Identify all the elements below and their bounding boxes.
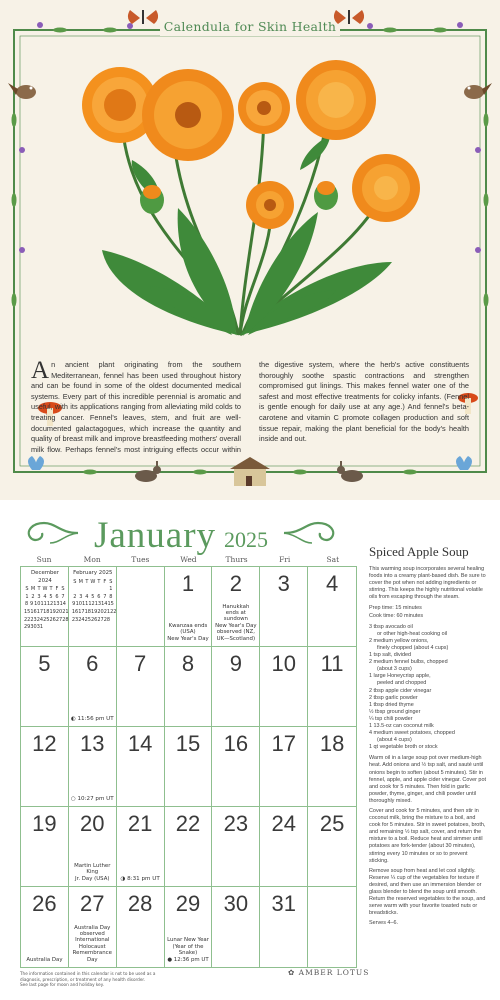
mini-calendar-week bbox=[71, 608, 117, 617]
ingredient-line: 4 medium sweet potatoes, chopped bbox=[369, 730, 455, 737]
mini-day: 27 bbox=[55, 616, 63, 623]
day-number: 30 bbox=[223, 891, 249, 916]
intro-text bbox=[31, 357, 469, 455]
mini-day: 10 bbox=[34, 601, 41, 608]
day-number: 10 bbox=[271, 651, 296, 676]
mini-weekday: T bbox=[97, 578, 101, 585]
day-number: 3 bbox=[277, 571, 290, 596]
weekday-name: Wed bbox=[180, 555, 197, 564]
day-cell-3 bbox=[260, 567, 308, 647]
mini-calendar-header bbox=[24, 586, 66, 594]
day-number: 15 bbox=[175, 731, 201, 756]
recipe-cook-time: Cook time: 60 minutes bbox=[369, 612, 424, 619]
mini-day: 10 bbox=[75, 601, 82, 608]
day-number: 7 bbox=[134, 651, 147, 676]
holiday-note: Kwanzaa ends (USA) New Year's Day bbox=[167, 622, 209, 642]
mini-day: 15 bbox=[107, 601, 114, 608]
ingredient-line: 2 medium yellow onions, bbox=[369, 637, 429, 644]
publisher-name: AMBER LOTUS bbox=[298, 968, 370, 977]
recipe-steps bbox=[369, 755, 487, 927]
mini-day: 24 bbox=[78, 616, 85, 623]
mini-weekday: T bbox=[37, 586, 41, 593]
day-cell-10 bbox=[260, 647, 308, 727]
mini-weekday: M bbox=[30, 586, 36, 593]
mini-day: 26 bbox=[49, 616, 56, 623]
mini-day: 5 bbox=[49, 593, 53, 600]
moon-phase: ◐ 11:56 pm UT bbox=[70, 716, 114, 722]
cottage-icon bbox=[230, 457, 270, 486]
ingredient-line: (about 3 cups) bbox=[377, 666, 412, 673]
mini-day: 19 bbox=[90, 608, 98, 615]
mini-day: 17 bbox=[78, 608, 85, 615]
day-number: 16 bbox=[223, 731, 249, 756]
mini-calendar-header bbox=[72, 579, 114, 587]
mini-day: 8 bbox=[24, 601, 29, 608]
day-number: 5 bbox=[38, 651, 51, 676]
mini-weekday: T bbox=[85, 578, 89, 585]
recipe-step: Cover and cook for 5 minutes, and then stir in coconut milk, bring the mixture to a boil, and cook for 5 minutes. Stir in sweet potatoes, broth, and remaining ½ tsp salt, cover, and return the mixture to a boil. Reduce heat and simmer until potatoes are fork-tender (about 30 minutes), stirring every 10 minutes or so to prevent sticking. bbox=[369, 808, 486, 864]
mini-day: 21 bbox=[103, 608, 111, 615]
holiday-note: Australia Day observed International Holocaust Remembrance Day bbox=[72, 924, 112, 963]
calendula-flower-double bbox=[296, 60, 376, 140]
empty-day-cell bbox=[308, 887, 356, 967]
weekday-header bbox=[20, 555, 357, 564]
day-cell-31 bbox=[260, 887, 308, 967]
day-number: 25 bbox=[319, 811, 345, 836]
ingredient-line: ¼ tsp chili powder bbox=[369, 715, 413, 722]
mini-calendar bbox=[24, 570, 69, 632]
mini-day: 21 bbox=[62, 608, 69, 615]
mini-day: 20 bbox=[97, 608, 104, 615]
day-cell-7 bbox=[117, 647, 165, 727]
month-name: January bbox=[93, 515, 217, 556]
day-cell-26 bbox=[21, 887, 69, 967]
mini-weekday: S bbox=[25, 586, 29, 593]
weekday-name: Tues bbox=[131, 555, 150, 564]
weekday-name: Sun bbox=[36, 555, 52, 564]
day-number: 17 bbox=[271, 731, 296, 756]
ingredient-line: 1 large Honeycrisp apple, bbox=[369, 673, 431, 680]
mini-calendar-title: December 2024 bbox=[31, 570, 59, 584]
mini-weekday: S bbox=[73, 578, 77, 585]
day-number: 1 bbox=[181, 571, 195, 596]
drop-cap: A bbox=[31, 357, 50, 384]
mini-calendar-week bbox=[72, 586, 114, 594]
ingredient-line: 2 medium fennel bulbs, chopped bbox=[369, 659, 448, 666]
mini-day: 7 bbox=[103, 593, 107, 600]
mini-weekday: F bbox=[55, 586, 59, 593]
empty-day-cell bbox=[117, 567, 165, 647]
holiday-note: Hanukkah ends at sundown New Year's Day observed (NZ, UK—Scotland) bbox=[215, 603, 257, 642]
mini-weekday: W bbox=[42, 586, 48, 593]
day-cell-19 bbox=[21, 807, 69, 887]
weekday-name: Thurs bbox=[225, 555, 248, 564]
recipe-ingredients bbox=[369, 624, 487, 752]
day-cell-18 bbox=[308, 727, 356, 807]
recipe-step: Warm oil in a large soup pot over medium-high heat. Add onions and ½ tsp salt, and sauté until onions begin to soften (about 5 minutes). Stir in fennel, apple, and apple cider vinegar. Cover pot and cook for 5 minutes. Then fold in garlic powder, thyme, ginger, and chili powder until thoroughly mixed. bbox=[369, 755, 486, 804]
day-cell-11 bbox=[308, 647, 356, 727]
recipe-panel bbox=[369, 544, 487, 931]
mini-day: 24 bbox=[36, 616, 44, 623]
day-cell-30 bbox=[212, 887, 260, 967]
day-number: 27 bbox=[80, 891, 105, 916]
mini-day: 1 bbox=[109, 586, 113, 593]
day-cell-28 bbox=[117, 887, 165, 967]
mini-day: 30 bbox=[30, 624, 37, 631]
day-cell-12 bbox=[21, 727, 69, 807]
holiday-note: Australia Day bbox=[26, 956, 63, 963]
mini-day: 16 bbox=[30, 608, 37, 615]
day-cell-21 bbox=[117, 807, 165, 887]
mini-day: 12 bbox=[88, 601, 95, 608]
day-number: 31 bbox=[271, 891, 296, 916]
day-cell-15 bbox=[165, 727, 213, 807]
mini-day: 7 bbox=[61, 593, 65, 600]
mini-day: 3 bbox=[79, 593, 83, 600]
day-number: 24 bbox=[271, 811, 296, 836]
day-number: 4 bbox=[325, 571, 339, 596]
calendar-grid bbox=[20, 566, 357, 968]
mini-day: 25 bbox=[84, 616, 91, 623]
day-cell-29 bbox=[165, 887, 213, 967]
mini-day: 4 bbox=[43, 593, 47, 600]
ingredient-line: ½ tbsp ground ginger bbox=[369, 708, 421, 715]
footer-disclaimer bbox=[20, 971, 170, 988]
weekday-name: Fri bbox=[279, 555, 291, 564]
disclaimer-text: The information contained in this calendar is not to be used as a diagnosis, prescription, or treatment of any health disorder. bbox=[20, 971, 156, 982]
mini-day: 3 bbox=[37, 593, 41, 600]
mini-day: 23 bbox=[71, 616, 79, 623]
day-cell-27 bbox=[69, 887, 117, 967]
mini-day: 28 bbox=[62, 616, 69, 623]
day-number: 26 bbox=[32, 891, 57, 916]
mini-day: 11 bbox=[81, 601, 89, 608]
mini-day: 22 bbox=[24, 616, 31, 623]
day-cell-1 bbox=[165, 567, 213, 647]
mini-calendar-title: February 2025 bbox=[73, 570, 113, 576]
day-number: 29 bbox=[175, 891, 201, 916]
ingredient-line: 1 tbsp dried thyme bbox=[369, 701, 414, 708]
day-number: 13 bbox=[80, 731, 105, 756]
mini-day: 18 bbox=[43, 608, 50, 615]
day-cell-22 bbox=[165, 807, 213, 887]
weekday-name: Mon bbox=[83, 555, 101, 564]
day-number: 12 bbox=[32, 731, 57, 756]
day-number: 23 bbox=[223, 811, 249, 836]
day-number: 2 bbox=[229, 571, 242, 596]
mini-day: 31 bbox=[36, 624, 44, 631]
moon-phase: ◑ 8:31 pm UT bbox=[120, 876, 160, 882]
holiday-note: Lunar New Year (Year of the Snake) ● 12:36 pm UT bbox=[167, 937, 209, 963]
day-cell-24 bbox=[260, 807, 308, 887]
recipe-title: Spiced Apple Soup bbox=[369, 544, 469, 559]
mini-day bbox=[60, 624, 66, 632]
mini-day: 11 bbox=[40, 601, 47, 608]
day-number: 14 bbox=[127, 731, 153, 756]
mini-weekday: S bbox=[109, 578, 113, 585]
day-number: 21 bbox=[127, 811, 153, 836]
mini-day: 17 bbox=[36, 608, 44, 615]
mini-day: 29 bbox=[24, 624, 31, 631]
mini-calendar-week bbox=[72, 594, 114, 602]
mini-day: 28 bbox=[103, 616, 111, 623]
mini-weekday: F bbox=[103, 578, 107, 585]
mini-weekday: W bbox=[90, 578, 96, 585]
calendula-illustration bbox=[82, 60, 420, 335]
recipe-intro: This warming soup incorporates several healing foods into a creamy plant-based dish. Be sure to cover the pot when not adding ingredients or stirring. This keeps the highly nutritional volatile oils from escaping through the steam. bbox=[369, 566, 486, 601]
moon-phase: ○ 10:27 pm UT bbox=[70, 796, 114, 802]
mini-day: 25 bbox=[43, 616, 50, 623]
mini-day: 9 bbox=[72, 601, 76, 608]
ingredient-line: 1 tsp salt, divided bbox=[369, 652, 412, 659]
hummingbird-icon bbox=[8, 83, 36, 99]
mini-calendar-week bbox=[24, 616, 69, 625]
day-cell-23 bbox=[212, 807, 260, 887]
mini-calendar-week bbox=[24, 608, 69, 617]
mini-day: 27 bbox=[97, 616, 104, 623]
day-number: 18 bbox=[319, 731, 345, 756]
month-year: 2025 bbox=[224, 527, 269, 552]
recipe-prep-time: Prep time: 15 minutes bbox=[369, 605, 422, 612]
mini-day: 5 bbox=[91, 593, 95, 600]
mini-day: 14 bbox=[101, 601, 108, 608]
mini-day: 26 bbox=[90, 616, 98, 623]
day-number: 28 bbox=[127, 891, 153, 916]
mini-day: 22 bbox=[110, 608, 117, 615]
day-cell-17 bbox=[260, 727, 308, 807]
mini-weekday: T bbox=[49, 586, 53, 593]
mini-weekday: S bbox=[61, 586, 65, 593]
recipe-step: Serves 4–6. bbox=[369, 920, 399, 927]
mini-day: 2 bbox=[73, 593, 77, 600]
mini-day: 4 bbox=[85, 593, 89, 600]
weekday-name: Sat bbox=[326, 555, 340, 564]
mini-calendar-week bbox=[24, 601, 66, 609]
day-cell-9 bbox=[212, 647, 260, 727]
day-cell-13 bbox=[69, 727, 117, 807]
ingredient-line: 2 tbsp garlic powder bbox=[369, 694, 418, 701]
day-cell-14 bbox=[117, 727, 165, 807]
mini-day: 13 bbox=[53, 601, 60, 608]
mini-calendar-week bbox=[72, 617, 114, 625]
day-cell-20 bbox=[69, 807, 117, 887]
mini-calendar-february bbox=[69, 567, 117, 647]
mini-day: 2 bbox=[31, 593, 35, 600]
mini-calendar bbox=[71, 570, 117, 624]
day-cell-4 bbox=[308, 567, 356, 647]
day-cell-2 bbox=[212, 567, 260, 647]
mini-day: 13 bbox=[94, 601, 102, 608]
calendula-flower-center bbox=[142, 69, 234, 161]
day-number: 20 bbox=[80, 811, 105, 836]
intro-body: n ancient plant originating from the southern Mediterranean, fennel has been used throughout history and can be found in some of the oldest documented medical systems. Every part of this incredible perennial is aromatic and useful, with its applications ranging from alleviating mild colds to treating cancer. Fennel's leaves, stem, and fruit are well-documented galactagogues, which increase the quantity and quality of breast milk and improve breastfeeding mothers' overall milk flow. Perhaps fennel's most intriguing effects occur within the digestive system, where the herb's active constituents thoroughly soothe spastic contractions and strengthen compromised gut linings. This makes fennel water one of the safest and most effective treatments for colicky infants. (Fennel is gentle enough for daily use at any age.) And fennel's beta-carotene and vitamin C promote collagen production and soft tissue repair, making the plant beneficial for the body's health inside and out. bbox=[31, 360, 469, 454]
day-cell-16 bbox=[212, 727, 260, 807]
moon-key-note: See last page for moon and holiday key. bbox=[20, 982, 104, 987]
ingredient-line: finely chopped (about 4 cups) bbox=[377, 644, 449, 651]
mini-day: 6 bbox=[97, 593, 101, 600]
day-number: 8 bbox=[181, 651, 195, 676]
publisher-logo: ✿ AMBER LOTUS bbox=[288, 968, 370, 977]
ingredient-line: peeled and chopped bbox=[377, 680, 427, 687]
mini-calendar-week bbox=[72, 601, 114, 609]
mini-day: 16 bbox=[71, 608, 79, 615]
month-heading bbox=[0, 514, 362, 557]
day-cell-25 bbox=[308, 807, 356, 887]
illustration-title: Calendula for Skin Health bbox=[163, 19, 337, 34]
day-number: 9 bbox=[229, 651, 242, 676]
ingredient-line: (about 4 cups) bbox=[377, 737, 412, 744]
ingredient-line: 2 tbsp apple cider vinegar bbox=[369, 687, 432, 694]
mini-calendar-december bbox=[21, 567, 69, 647]
day-number: 11 bbox=[320, 651, 344, 676]
mini-day: 20 bbox=[55, 608, 63, 615]
day-cell-6 bbox=[69, 647, 117, 727]
mini-weekday: M bbox=[78, 578, 83, 585]
day-cell-8 bbox=[165, 647, 213, 727]
day-number: 19 bbox=[32, 811, 57, 836]
mini-day: 19 bbox=[49, 608, 56, 615]
recipe-step: Remove soup from heat and let cool slightly. Reserve ¼ cup of the vegetables for texture if desired, and then use an immersion blender or glass blender to blend the soup until smooth. Return the reserved vegetables to the soup, and serve warm with your favorite toasted nuts or breadsticks. bbox=[369, 867, 486, 917]
mini-calendar-week bbox=[24, 624, 66, 632]
mini-day: 23 bbox=[30, 616, 37, 623]
mini-day: 8 bbox=[109, 593, 113, 600]
mini-day: 6 bbox=[55, 593, 59, 600]
mini-day: 15 bbox=[24, 608, 31, 615]
ingredient-line: 1 qt vegetable broth or stock bbox=[369, 744, 438, 751]
holiday-note: Martin Luther King Jr. Day (USA) bbox=[74, 862, 111, 882]
ingredient-line: or other high-heat cooking oil bbox=[377, 630, 448, 637]
ingredient-line: 1 13.5-oz can coconut milk bbox=[369, 722, 434, 729]
day-number: 6 bbox=[86, 651, 99, 676]
mini-day: 1 bbox=[25, 593, 29, 600]
ingredient-line: 3 tbsp avocado oil bbox=[369, 623, 413, 630]
mini-calendar-week bbox=[24, 594, 66, 602]
mini-day: 18 bbox=[84, 608, 91, 615]
mini-day bbox=[110, 617, 114, 625]
mini-day: 12 bbox=[46, 601, 54, 608]
day-number: 22 bbox=[175, 811, 201, 836]
mini-day: 14 bbox=[59, 601, 66, 608]
mini-day: 9 bbox=[30, 601, 34, 608]
day-cell-5 bbox=[21, 647, 69, 727]
